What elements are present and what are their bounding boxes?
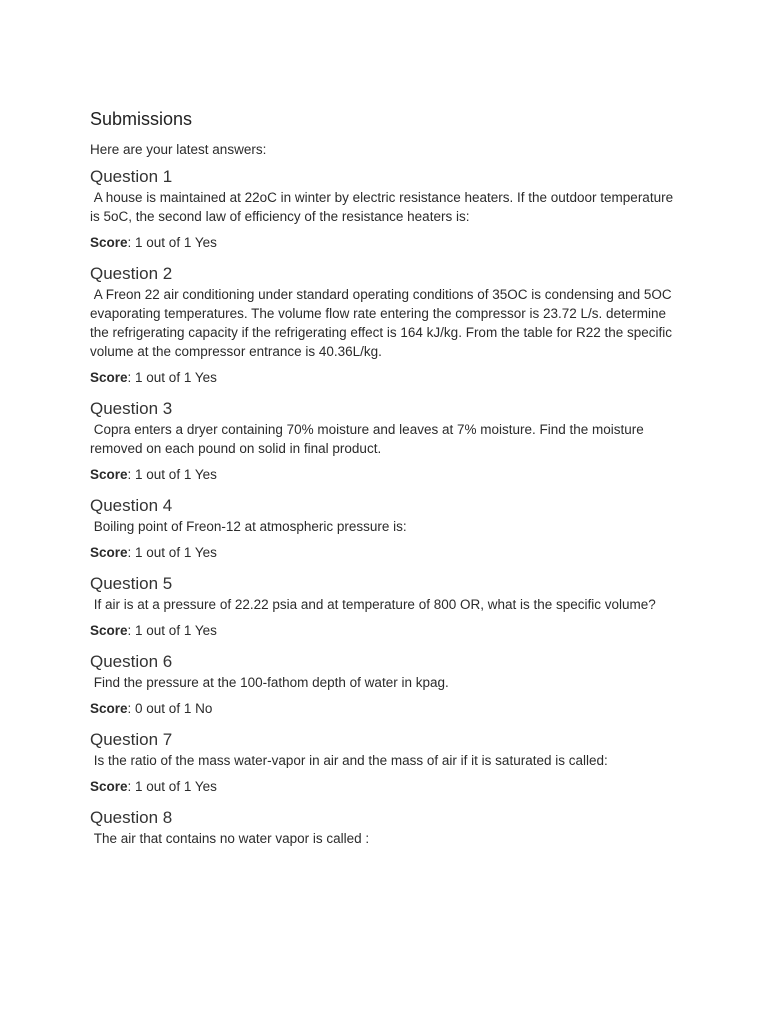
score-label: Score [90,623,128,638]
question-text: A house is maintained at 22oC in winter by electric resistance heaters. If the outdoor temperature is 5oC, the second law of efficiency of the resistance heaters is: [90,190,677,224]
question-text: Find the pressure at the 100-fathom depth of water in kpag. [90,675,449,690]
question-score [90,465,682,484]
question-title: Question 8 [90,808,173,827]
question-title: Question 3 [90,399,173,418]
score-value: : 0 out of 1 No [127,701,213,716]
score-label: Score [90,701,128,716]
question-score [90,699,682,718]
question-text: A Freon 22 air conditioning under standard operating conditions of 35OC is condensing and 5OC evaporating temperatures. The volume flow rate entering the compressor is 23.72 L/s. determine the refrigerating capacity if the refrigerating effect is 164 kJ/kg. From the table for R22 the specific volume at the compressor entrance is 40.36L/kg. [90,287,676,359]
question-title: Question 2 [90,264,173,283]
page-title: Submissions [90,109,193,129]
question-block [90,263,682,387]
question-text: Is the ratio of the mass water-vapor in air and the mass of air if it is saturated is called: [90,753,608,768]
score-value: : 1 out of 1 Yes [127,467,217,482]
question-text: If air is at a pressure of 22.22 psia and at temperature of 800 OR, what is the specific volume? [90,597,656,612]
score-label: Score [90,235,128,250]
question-title: Question 6 [90,652,173,671]
question-block [90,495,682,562]
question-score [90,368,682,387]
question-block [90,807,682,848]
question-block [90,398,682,484]
intro-text: Here are your latest answers: [90,142,267,157]
question-block [90,573,682,640]
question-text: The air that contains no water vapor is called : [90,831,370,846]
score-value: : 1 out of 1 Yes [127,235,217,250]
question-score [90,543,682,562]
question-title: Question 4 [90,496,173,515]
question-block [90,651,682,718]
score-label: Score [90,779,128,794]
question-text: Boiling point of Freon-12 at atmospheric pressure is: [90,519,407,534]
question-block [90,729,682,796]
score-value: : 1 out of 1 Yes [127,779,217,794]
question-title: Question 7 [90,730,173,749]
question-block [90,166,682,252]
score-value: : 1 out of 1 Yes [127,370,217,385]
question-title: Question 1 [90,167,173,186]
question-text: Copra enters a dryer containing 70% moisture and leaves at 7% moisture. Find the moisture removed on each pound on solid in final product. [90,422,648,456]
score-label: Score [90,370,128,385]
score-value: : 1 out of 1 Yes [127,545,217,560]
submissions-page [90,108,682,859]
score-label: Score [90,545,128,560]
score-label: Score [90,467,128,482]
question-score [90,233,682,252]
score-value: : 1 out of 1 Yes [127,623,217,638]
question-title: Question 5 [90,574,173,593]
question-score [90,777,682,796]
question-score [90,621,682,640]
